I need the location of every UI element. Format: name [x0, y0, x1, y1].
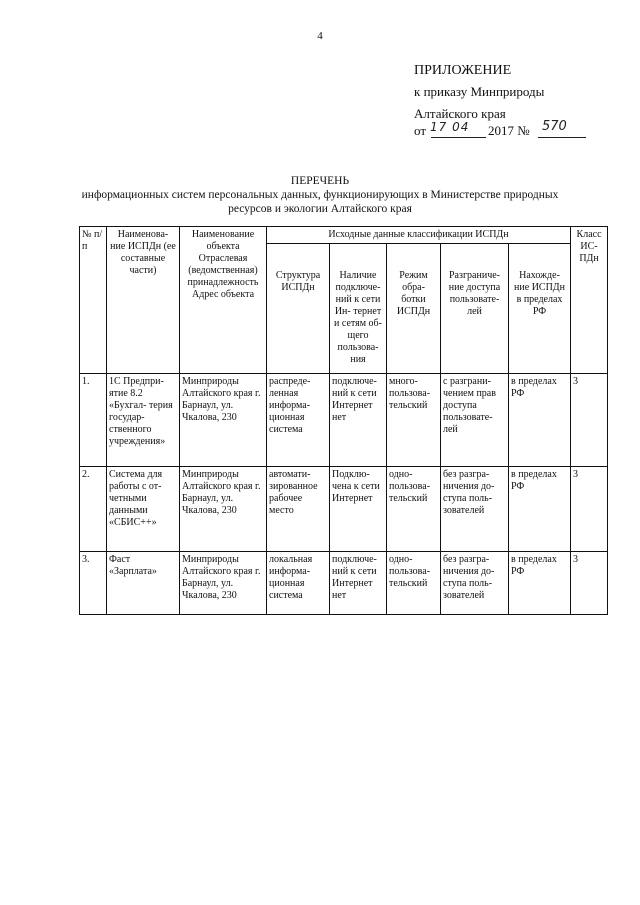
table-row: [80, 374, 608, 467]
cell-location: в пределах РФ: [509, 467, 571, 552]
cell-structure: локальная информа- ционная система: [267, 552, 330, 615]
cell-location: в пределах РФ: [509, 552, 571, 615]
cell-structure: автомати- зированное рабочее место: [267, 467, 330, 552]
header-row-1: [80, 227, 608, 244]
table-row: [80, 467, 608, 552]
from-label: от: [414, 123, 427, 138]
appendix-region: Алтайского края: [414, 106, 506, 121]
cell-name: Система для работы с от- четными данными «СБИС++»: [107, 467, 180, 552]
cell-num: 1.: [80, 374, 107, 467]
ispdn-table: [79, 226, 608, 615]
header-location: Нахожде- ние ИСПДн в пределах РФ: [509, 244, 571, 374]
cell-mode: одно- пользова- тельский: [387, 467, 441, 552]
heading-title: ПЕРЕЧЕНЬ: [290, 175, 350, 187]
cell-location: в пределах РФ: [509, 374, 571, 467]
header-class: Класс ИС- ПДн: [571, 227, 608, 374]
cell-name: 1С Предпри- ятие 8.2 «Бухгал- терия государ- ственного учреждения»: [107, 374, 180, 467]
cell-object: Минприроды Алтайского края г. Барнаул, ул. Чкалова, 230: [180, 374, 267, 467]
cell-name: Фаст «Зарплата»: [107, 552, 180, 615]
header-initial-data: Исходные данные классификации ИСПДн: [267, 227, 571, 244]
header-structure: Структура ИСПДн: [267, 244, 330, 374]
header-object: Наименование объекта Отраслевая (ведомственная) принадлежность Адрес объекта: [180, 227, 267, 374]
cell-class: 3: [571, 374, 608, 467]
table-row: [80, 552, 608, 615]
document-heading: [0, 174, 640, 216]
cell-internet: подключе- ний к сети Интернет нет: [330, 552, 387, 615]
cell-class: 3: [571, 552, 608, 615]
cell-internet: подключе- ний к сети Интернет нет: [330, 374, 387, 467]
header-mode: Режим обра- ботки ИСПДн: [387, 244, 441, 374]
header-name: Наименова- ние ИСПДн (ее составные части): [107, 227, 180, 374]
appendix-block: [414, 62, 567, 139]
cell-access: с разграни- чением прав доступа пользовате- лей: [441, 374, 509, 467]
appendix-title: ПРИЛОЖЕНИЕ: [414, 63, 512, 78]
cell-internet: Подклю- чена к сети Интернет: [330, 467, 387, 552]
cell-mode: много- пользова- тельский: [387, 374, 441, 467]
cell-access: без разгра- ничения до- ступа поль- зователей: [441, 552, 509, 615]
cell-access: без разгра- ничения до- ступа поль- зователей: [441, 467, 509, 552]
cell-num: 3.: [80, 552, 107, 615]
header-internet: Наличие подключе- ний к сети Ин- тернет и сетям об- щего пользова- ния: [330, 244, 387, 374]
appendix-date-line: [414, 119, 567, 139]
header-num: № п/п: [80, 227, 107, 374]
cell-object: Минприроды Алтайского края г. Барнаул, ул. Чкалова, 230: [180, 552, 267, 615]
page-number: 4: [317, 30, 323, 42]
appendix-order: к приказу Минприроды: [414, 84, 545, 99]
year-label: 2017 №: [488, 123, 530, 138]
cell-num: 2.: [80, 467, 107, 552]
cell-structure: распреде- ленная информа- ционная система: [267, 374, 330, 467]
heading-subtitle: информационных систем персональных данных, функционирующих в Министерстве природных ресурсов и экологии Алтайского края: [81, 189, 559, 215]
cell-object: Минприроды Алтайского края г. Барнаул, ул. Чкалова, 230: [180, 467, 267, 552]
handwritten-date: 17 04: [430, 120, 470, 134]
handwritten-number: 570: [542, 119, 567, 134]
header-access: Разграниче- ние доступа пользовате- лей: [441, 244, 509, 374]
cell-mode: одно- пользова- тельский: [387, 552, 441, 615]
cell-class: 3: [571, 467, 608, 552]
